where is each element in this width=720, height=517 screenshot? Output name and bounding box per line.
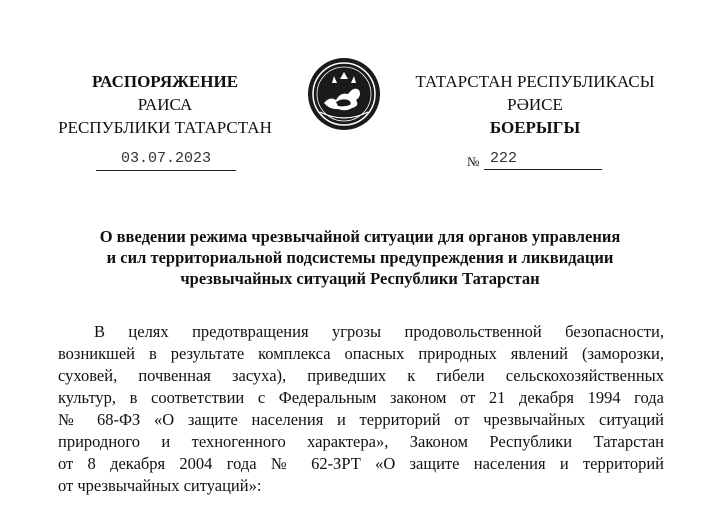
body-line: В целях предотвращения угрозы продовольственной безопасности,	[94, 322, 664, 341]
body-line: № 68-ФЗ «О защите населения и территорий от чрезвычайных ситуаций	[58, 410, 664, 429]
tatarstan-emblem-icon	[306, 56, 382, 132]
header-right-republic: ТАТАРСТАН РЕСПУБЛИКАСЫ	[415, 72, 655, 91]
body-line: культур, в соответствии с Федеральным законом от 21 декабря 1994 года	[58, 388, 664, 407]
document-body	[58, 321, 664, 497]
document-date: 03.07.2023	[120, 150, 211, 167]
header-right-tt	[390, 70, 680, 139]
body-line: суховей, почвенная засуха), приведших к гибели сельскохозяйственных	[58, 366, 664, 385]
number-sign: №	[467, 154, 480, 169]
body-line: природного и техногенного характера», Законом Республики Татарстан	[58, 432, 664, 451]
body-line: от 8 декабря 2004 года № 62-ЗРТ «О защите населения и территорий	[58, 454, 664, 473]
header-right-title: БОЕРЫГЫ	[489, 118, 581, 137]
title-line: и сил территориальной подсистемы предупреждения и ликвидации	[106, 248, 614, 267]
title-line: О введении режима чрезвычайной ситуации для органов управления	[99, 227, 621, 246]
document-number: 222	[490, 150, 518, 167]
header-left-republic: РЕСПУБЛИКИ ТАТАРСТАН	[58, 118, 272, 137]
document-date-field	[96, 148, 236, 171]
title-line: чрезвычайных ситуаций Республики Татарстан	[180, 269, 540, 288]
header-left-ru	[30, 70, 300, 139]
header-right-subtitle: РӘИСЕ	[507, 95, 563, 114]
header-left-subtitle: РАИСА	[137, 95, 193, 114]
body-line: возникшей в результате комплекса опасных природных явлений (заморозки,	[58, 344, 664, 363]
header-left-title: РАСПОРЯЖЕНИЕ	[91, 72, 239, 91]
document-number-field	[484, 148, 602, 170]
document-title	[40, 226, 680, 289]
body-line: от чрезвычайных ситуаций»:	[58, 476, 262, 495]
